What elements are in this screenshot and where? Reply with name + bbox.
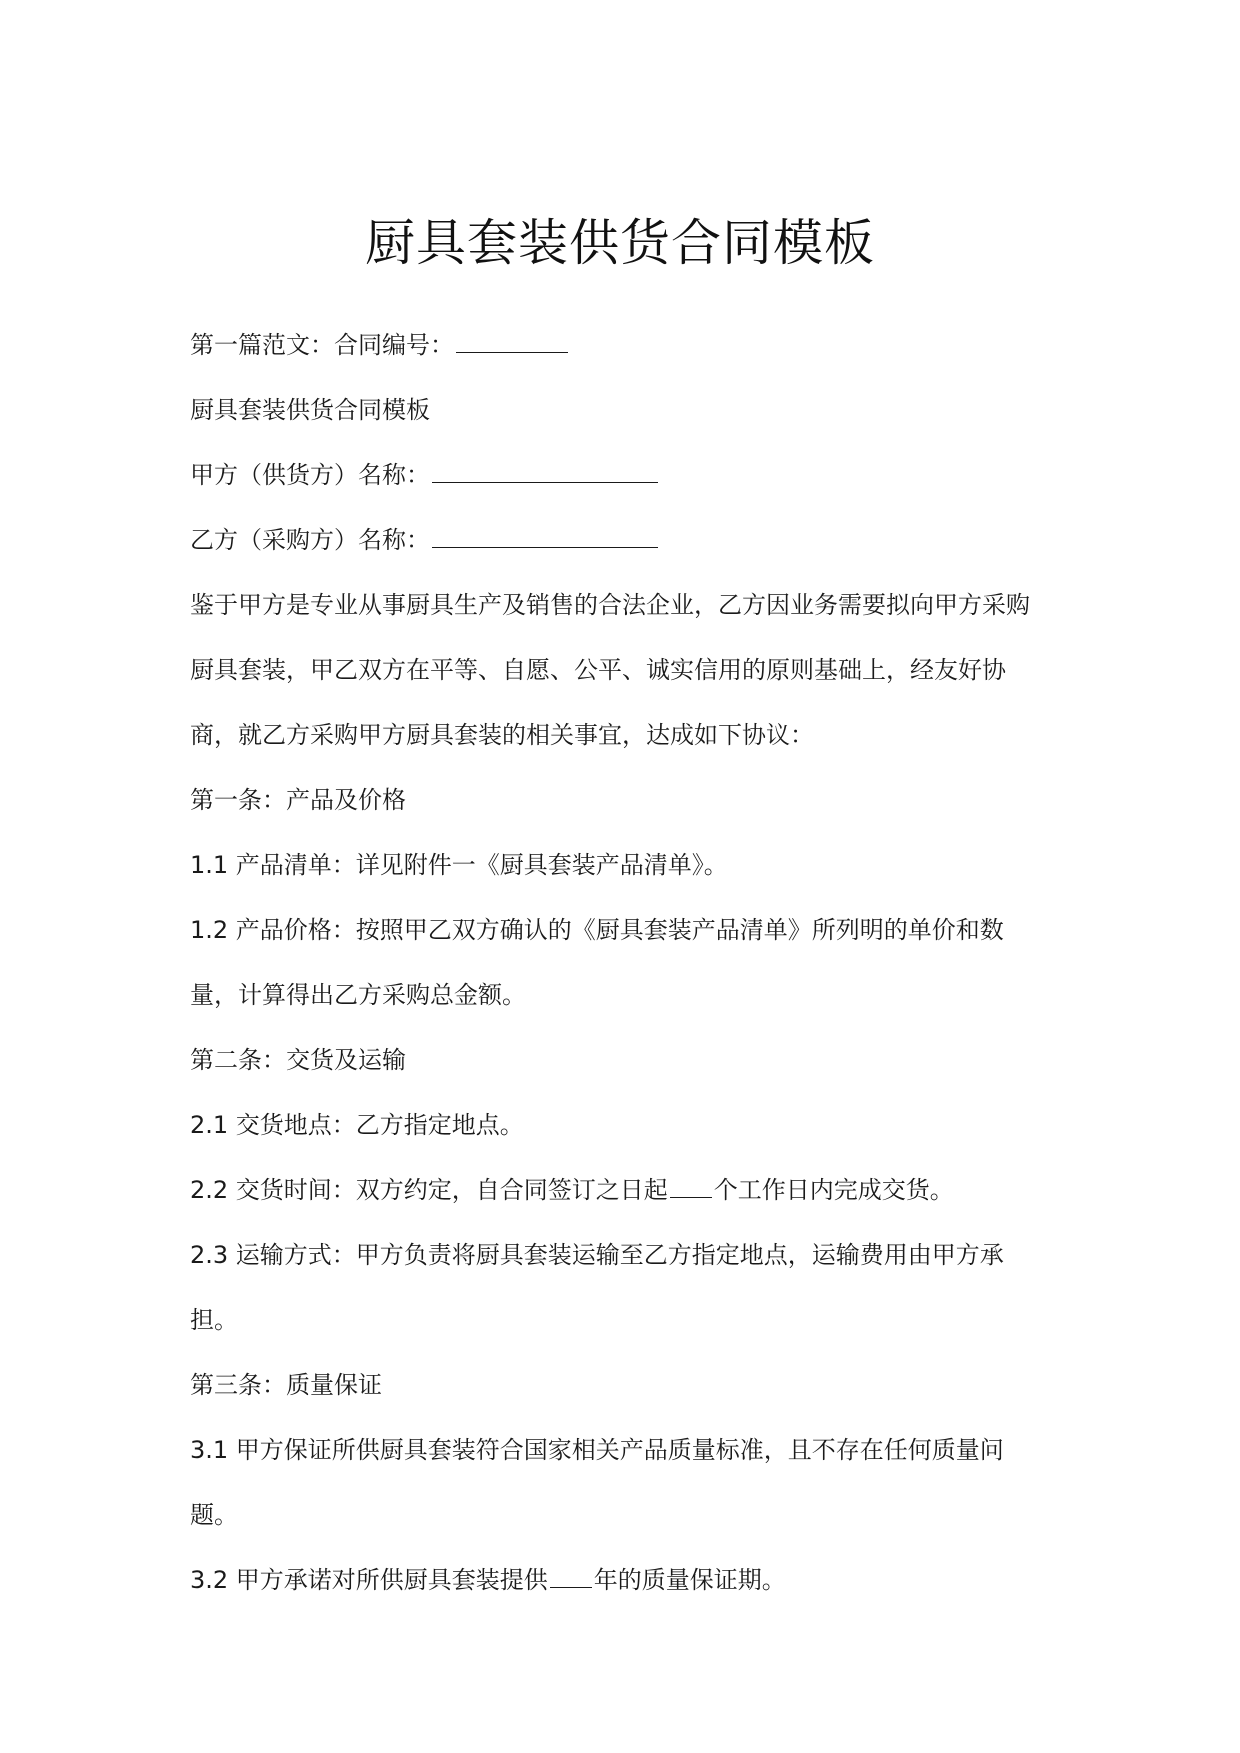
clause-1-1: 1.1 产品清单：详见附件一《厨具套装产品清单》。 (190, 851, 728, 879)
party-a-label: 甲方（供货方）名称： (190, 461, 430, 489)
party-a-line (190, 443, 1050, 508)
party-a-blank (432, 462, 658, 483)
document-body (190, 313, 1050, 1613)
warranty-years-blank (550, 1567, 592, 1588)
article-1-heading: 第一条：产品及价格 (190, 786, 406, 814)
article-2-heading: 第二条：交货及运输 (190, 1046, 406, 1074)
party-b-line (190, 508, 1050, 573)
clause-2-2-suffix: 个工作日内完成交货。 (713, 1176, 954, 1204)
clause-3-1: 3.1 甲方保证所供厨具套装符合国家相关产品质量标准，且不存在任何质量问题。 (190, 1436, 1004, 1529)
clause-3-2-prefix: 3.2 甲方承诺对所供厨具套装提供 (190, 1566, 548, 1594)
party-b-label: 乙方（采购方）名称： (190, 526, 430, 554)
subtitle-line: 厨具套装供货合同模板 (190, 396, 430, 424)
clause-2-2-prefix: 2.2 交货时间：双方约定，自合同签订之日起 (190, 1176, 668, 1204)
clause-2-1: 2.1 交货地点：乙方指定地点。 (190, 1111, 524, 1139)
party-b-blank (432, 527, 658, 548)
contract-number-label: 第一篇范文：合同编号： (190, 331, 454, 359)
delivery-days-blank (670, 1177, 712, 1198)
clause-2-2 (190, 1158, 1050, 1223)
article-3-heading: 第三条：质量保证 (190, 1371, 382, 1399)
clause-3-2-suffix: 年的质量保证期。 (593, 1566, 786, 1594)
preamble-paragraph: 鉴于甲方是专业从事厨具生产及销售的合法企业，乙方因业务需要拟向甲方采购厨具套装，甲乙双方在平等、自愿、公平、诚实信用的原则基础上，经友好协商，就乙方采购甲方厨具套装的相关事宜，达成如下协议： (190, 591, 1030, 749)
document-title: 厨具套装供货合同模板 (365, 214, 875, 272)
contract-number-blank (456, 332, 568, 353)
contract-number-line (190, 313, 1050, 378)
clause-2-3: 2.3 运输方式：甲方负责将厨具套装运输至乙方指定地点，运输费用由甲方承担。 (190, 1241, 1004, 1334)
clause-1-2: 1.2 产品价格：按照甲乙双方确认的《厨具套装产品清单》所列明的单价和数量，计算得出乙方采购总金额。 (190, 916, 1004, 1009)
clause-3-2 (190, 1548, 1050, 1613)
